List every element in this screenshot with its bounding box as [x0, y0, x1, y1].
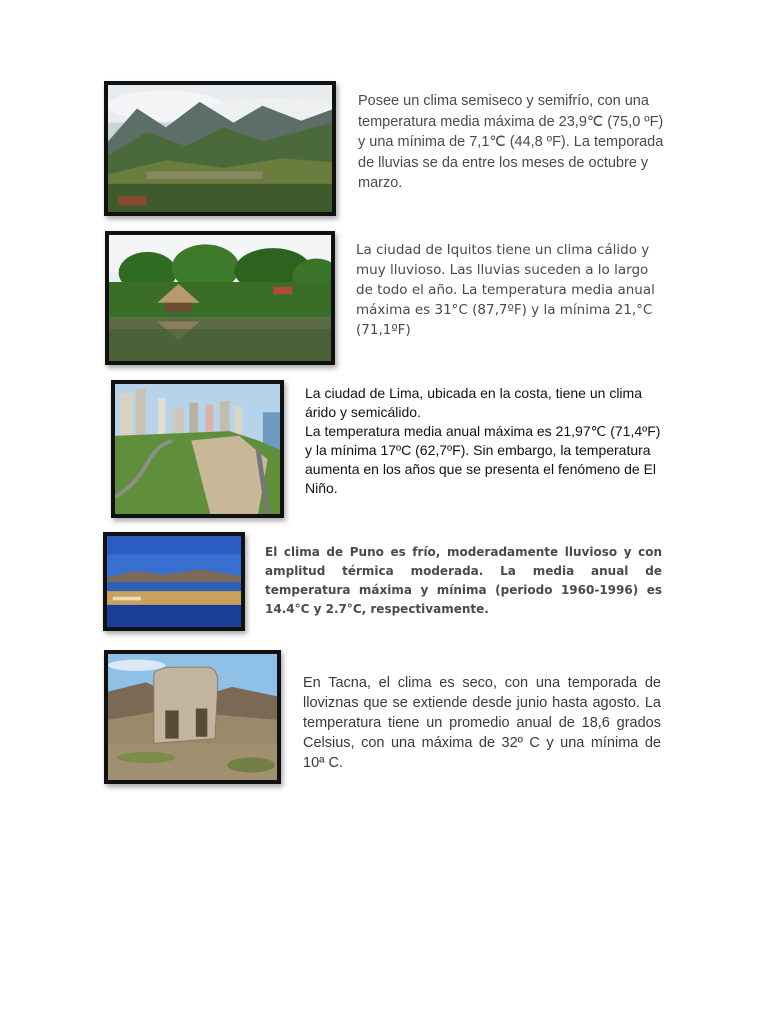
- stone-monument-icon: [108, 654, 277, 780]
- puno-climate-text: El clima de Puno es frío, moderadamente lluvioso y con amplitud térmica moderada. La media anual de temperatura máxima y mínima (periodo 1960-1996) es 14.4°C y 2.7°C, respectivamente.: [265, 545, 662, 616]
- jungle-lake-icon: [109, 235, 331, 361]
- lake-reeds-photo: [103, 532, 245, 631]
- tacna-climate-text: En Tacna, el clima es seco, con una temporada de lloviznas que se extiende desde junio hasta agosto. La temperatura tiene un promedio anual de 18,6 grados Celsius, con una máxima de 32º C y una mínima de 10ª C.: [303, 675, 661, 771]
- coastal-city-icon: [115, 384, 280, 514]
- mountain-valley-icon: [108, 85, 332, 212]
- coastal-city-photo: [111, 380, 284, 518]
- lima-climate-paragraph-2: La temperatura media anual máxima es 21,97℃ (71,4ºF) y la mínima 17ºC (62,7ºF). Sin embargo, la temperatura aumenta en los años que se presenta el fenómeno de El Niño.: [305, 423, 661, 496]
- mountain-valley-photo: [104, 81, 336, 216]
- lake-reeds-icon: [107, 536, 241, 627]
- lima-climate-text: [305, 384, 665, 498]
- stone-monument-photo: [104, 650, 281, 784]
- jungle-lake-photo: [105, 231, 335, 365]
- lima-climate-paragraph-1: La ciudad de Lima, ubicada en la costa, tiene un clima árido y semicálido.: [305, 385, 642, 420]
- iquitos-climate-text: La ciudad de Iquitos tiene un clima cálido y muy lluvioso. Las lluvias suceden a lo largo de todo el año. La temperatura media anual máxima es 31°C (87,7ºF) y la mínima 21,°C (71,1ºF): [356, 242, 655, 338]
- puno-like-climate-text: Posee un clima semiseco y semifrío, con una temperatura media máxima de 23,9℃ (75,0 ºF) y una mínima de 7,1℃ (44,8 ºF). La temporada de lluvias se da entre los meses de octubre y marzo.: [358, 93, 664, 191]
